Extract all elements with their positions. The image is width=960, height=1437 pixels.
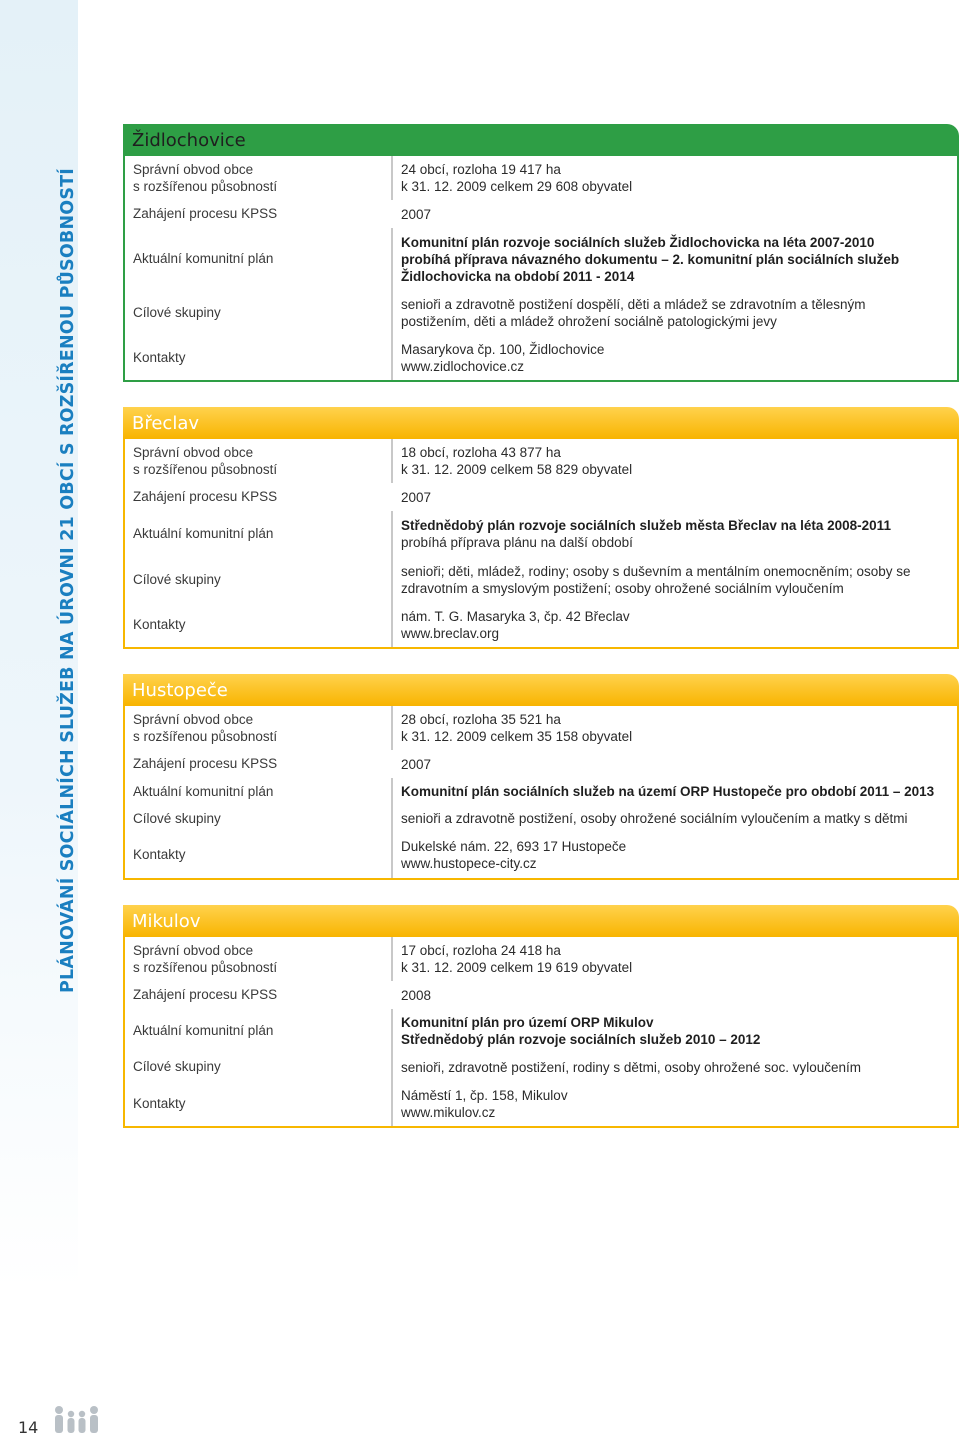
value-skupiny: senioři a zdravotně postižení dospělí, děti a mládež se zdravotním a tělesným postižením, děti a mládež ohrožení sociálně patologickými jevy (401, 296, 866, 329)
row-skupiny (125, 805, 957, 832)
value-skupiny: senioři a zdravotně postižení, osoby ohrožené sociálním vyloučením a matky s dětmi (401, 811, 908, 826)
label-plan: Aktuální komunitní plán (125, 778, 393, 805)
row-kontakty (125, 335, 957, 380)
label-skupiny: Cílové skupiny (125, 290, 393, 335)
label-obvod: Správní obvod obce s rozšířenou působností (125, 937, 393, 981)
label-plan: Aktuální komunitní plán (125, 228, 393, 290)
value-plan: Komunitní plán rozvoje sociálních služeb Židlochovicka na léta 2007-2010 probíhá příprava návazného dokumentu – 2. komunitní plán sociálních služeb Židlochovicka na období 2011 - 2014 (401, 234, 900, 284)
section-title: Židlochovice (132, 130, 246, 151)
row-obvod (125, 156, 957, 200)
row-zahajeni (125, 750, 957, 778)
label-zahajeni: Zahájení procesu KPSS (133, 756, 278, 772)
value-obvod: 18 obcí, rozloha 43 877 ha k 31. 12. 2009 celkem 58 829 obyvatel (401, 445, 633, 477)
value-zahajeni: 2007 (401, 489, 432, 505)
value-kontakty: Dukelské nám. 22, 693 17 Hustopeče www.hustopece-city.cz (393, 838, 957, 872)
label-skupiny: Cílové skupiny (125, 1053, 393, 1081)
section-title: Hustopeče (132, 680, 228, 701)
value-plan: Komunitní plán pro území ORP Mikulov Střednědobý plán rozvoje sociálních služeb 2010 – 2012 (401, 1015, 761, 1047)
website-link[interactable]: www.zidlochovice.cz (401, 358, 525, 374)
label-zahajeni: Zahájení procesu KPSS (133, 987, 278, 1003)
row-plan (125, 1009, 957, 1053)
row-plan (125, 778, 957, 805)
section-title: Mikulov (132, 911, 201, 932)
label-plan: Aktuální komunitní plán (125, 511, 393, 557)
section-header (123, 407, 959, 439)
row-plan (125, 511, 957, 557)
row-skupiny (125, 1053, 957, 1081)
label-obvod: Správní obvod obce s rozšířenou působností (125, 156, 393, 200)
website-link[interactable]: www.mikulov.cz (401, 1104, 496, 1120)
row-obvod (125, 439, 957, 483)
row-skupiny (125, 557, 957, 602)
row-obvod (125, 937, 957, 981)
section-header (123, 124, 959, 156)
section-zidlochovice (123, 124, 959, 382)
section-hustopece (123, 674, 959, 880)
value-skupiny: senioři, zdravotně postižení, rodiny s dětmi, osoby ohrožené soc. vyloučením (401, 1059, 861, 1075)
value-kontakty: nám. T. G. Masaryka 3, čp. 42 Břeclav www.breclav.org (393, 608, 957, 642)
website-link[interactable]: www.hustopece-city.cz (401, 856, 537, 871)
page-number: 14 (18, 1418, 39, 1437)
value-skupiny: senioři; děti, mládež, rodiny; osoby s duševním a mentálním onemocněním; osoby se zdravotním a smyslovým postižení; osoby ohrožené sociálním vyloučením (401, 563, 911, 596)
label-kontakty: Kontakty (125, 832, 393, 878)
row-kontakty (125, 1081, 957, 1126)
section-header (123, 905, 959, 937)
label-obvod: Správní obvod obce s rozšířenou působností (125, 706, 393, 750)
row-kontakty (125, 602, 957, 647)
section-breclav (123, 407, 959, 649)
row-skupiny (125, 290, 957, 335)
value-plan: Střednědobý plán rozvoje sociálních služeb města Břeclav na léta 2008-2011 probíhá příprava plánu na další období (401, 518, 891, 550)
row-kontakty (125, 832, 957, 878)
website-link[interactable]: www.breclav.org (401, 625, 500, 641)
label-plan: Aktuální komunitní plán (125, 1009, 393, 1053)
label-skupiny: Cílové skupiny (125, 557, 393, 602)
row-obvod (125, 706, 957, 750)
label-kontakty: Kontakty (125, 602, 393, 647)
side-title: PLÁNOVÁNÍ SOCIÁLNÍCH SLUŽEB NA ÚROVNI 21 OBCÍ S ROZŠÍŘENOU PŮSOBNOSTÍ (58, 167, 78, 993)
value-zahajeni: 2007 (401, 206, 432, 222)
label-obvod: Správní obvod obce s rozšířenou působností (125, 439, 393, 483)
label-kontakty: Kontakty (125, 1081, 393, 1126)
label-zahajeni: Zahájení procesu KPSS (133, 206, 278, 222)
value-obvod: 28 obcí, rozloha 35 521 ha k 31. 12. 2009 celkem 35 158 obyvatel (401, 712, 633, 744)
row-zahajeni (125, 483, 957, 511)
value-kontakty: Náměstí 1, čp. 158, Mikulov www.mikulov.cz (393, 1087, 957, 1121)
value-plan: Komunitní plán sociálních služeb na území ORP Hustopeče pro období 2011 – 2013 (401, 784, 935, 799)
section-table (123, 156, 959, 382)
family-icon (52, 1405, 102, 1435)
value-zahajeni: 2008 (401, 987, 432, 1003)
row-zahajeni (125, 200, 957, 228)
value-kontakty: Masarykova čp. 100, Židlochovice www.zidlochovice.cz (393, 341, 957, 375)
row-plan (125, 228, 957, 290)
section-table (123, 439, 959, 649)
value-obvod: 17 obcí, rozloha 24 418 ha k 31. 12. 2009 celkem 19 619 obyvatel (401, 943, 633, 975)
label-kontakty: Kontakty (125, 335, 393, 380)
label-skupiny: Cílové skupiny (125, 805, 393, 832)
section-table (123, 937, 959, 1128)
value-obvod: 24 obcí, rozloha 19 417 ha k 31. 12. 2009 celkem 29 608 obyvatel (401, 162, 633, 194)
row-zahajeni (125, 981, 957, 1009)
value-zahajeni: 2007 (401, 756, 432, 772)
section-table (123, 706, 959, 880)
section-mikulov (123, 905, 959, 1128)
label-zahajeni: Zahájení procesu KPSS (133, 489, 278, 505)
section-title: Břeclav (132, 413, 200, 434)
section-header (123, 674, 959, 706)
